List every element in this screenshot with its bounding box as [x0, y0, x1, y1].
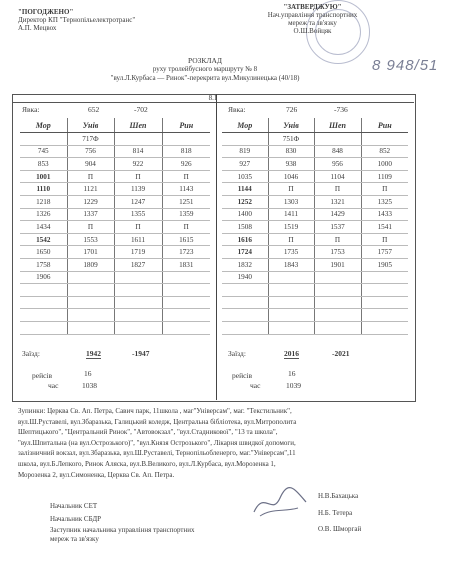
- left-reisiv-value: 16: [84, 368, 92, 378]
- schedule-cell: 1321: [314, 195, 361, 208]
- right-yavka-start: 726: [286, 105, 298, 114]
- empty-cell: [222, 321, 268, 334]
- schedule-cell: 926: [162, 158, 210, 171]
- schedule-cell: 848: [314, 145, 361, 158]
- schedule-cell: 1757: [361, 246, 408, 259]
- right-reisiv-label: рейсів: [232, 370, 253, 380]
- schedule-cell: 1508: [222, 221, 268, 234]
- empty-cell: [67, 309, 114, 322]
- depot-note-row: [20, 133, 210, 146]
- schedule-cell: 1000: [361, 158, 408, 171]
- right-zaizd-label: Заїзд:: [228, 348, 246, 358]
- schedule-cell: 1724: [222, 246, 268, 259]
- blank-row: [20, 321, 210, 334]
- empty-cell: [67, 284, 114, 297]
- schedule-row: [20, 158, 210, 171]
- schedule-cell: 1905: [361, 258, 408, 271]
- empty-cell: [162, 133, 210, 146]
- confirm-block: [255, 3, 370, 35]
- empty-cell: [114, 321, 162, 334]
- column-header: Унів: [67, 118, 114, 133]
- schedule-cell: П: [361, 233, 408, 246]
- left-panel: [20, 104, 210, 405]
- right-summary: [222, 335, 408, 405]
- schedule-cell: 1104: [314, 170, 361, 183]
- column-header: Мор: [222, 118, 268, 133]
- empty-cell: [314, 321, 361, 334]
- schedule-cell: 1843: [268, 258, 314, 271]
- schedule-cell: П: [67, 170, 114, 183]
- right-chas-label: час: [250, 380, 261, 390]
- left-zaizd-label: Заїзд:: [22, 348, 40, 358]
- right-yavka-row: [222, 104, 408, 118]
- empty-cell: [361, 321, 408, 334]
- schedule-row: [222, 183, 408, 196]
- schedule-cell: 1719: [114, 246, 162, 259]
- schedule-row: [222, 271, 408, 284]
- schedule-cell: 1247: [114, 195, 162, 208]
- schedule-row: [20, 195, 210, 208]
- confirm-line-2: мереж та зв'язку: [288, 19, 337, 27]
- schedule-cell: 1553: [67, 233, 114, 246]
- stops-line: Зупинки: Церква Св. Ап. Петра, Савич парк, 11школа , маг"Універсам", маг. "Текстильник",: [18, 407, 292, 415]
- schedule-cell: 1251: [162, 195, 210, 208]
- schedule-cell: П: [361, 183, 408, 196]
- approval-block: [18, 8, 198, 32]
- schedule-cell: 922: [114, 158, 162, 171]
- schedule-cell: 1325: [361, 195, 408, 208]
- schedule-cell: 1411: [268, 208, 314, 221]
- column-header: Шеп: [114, 118, 162, 133]
- schedule-cell: П: [314, 233, 361, 246]
- empty-cell: [20, 321, 67, 334]
- approval-line-1: Директор КП "Тернопільелектротранс": [18, 16, 136, 24]
- schedule-cell: 1326: [20, 208, 67, 221]
- title-line-3: "вул.Л.Курбаса — Ринок"-перекрита вул.Микулинецька (40/18): [110, 74, 300, 82]
- blank-row: [222, 284, 408, 297]
- schedule-cell: 1906: [20, 271, 67, 284]
- schedule-row: [222, 221, 408, 234]
- schedule-cell: 1303: [268, 195, 314, 208]
- schedule-cell: 1337: [67, 208, 114, 221]
- schedule-cell: 927: [222, 158, 268, 171]
- schedule-row: [20, 271, 210, 284]
- schedule-cell: 1359: [162, 208, 210, 221]
- route-header: 8.1: [208, 94, 218, 102]
- schedule-cell: 1001: [20, 170, 67, 183]
- signatory-name: О.В. Шморгай: [318, 525, 362, 533]
- stops-line: школа, вул.Б.Лепкого, Ринок Аляска, вул.В.Великого, вул.Л.Курбаса, вул.Морозенка 1,: [18, 459, 276, 468]
- schedule-cell: 1110: [20, 183, 67, 196]
- left-yavka-row: [20, 104, 210, 118]
- schedule-cell: 938: [268, 158, 314, 171]
- empty-cell: [314, 284, 361, 297]
- schedule-cell: 745: [20, 145, 67, 158]
- schedule-row: [20, 208, 210, 221]
- stops-line: Шептицького", "Центральний Ринок", "Автовокзал", "вул.Стадникової", "13 та школа",: [18, 428, 278, 437]
- empty-cell: [20, 296, 67, 309]
- schedule-cell: 1611: [114, 233, 162, 246]
- blank-row: [222, 321, 408, 334]
- schedule-cell: П: [114, 170, 162, 183]
- schedule-cell: 1701: [67, 246, 114, 259]
- stops-line: "вул.Шпитальна (на вул.Острозького)", "вул.Князя Острозького", Лікарня швидкої допомоги,: [18, 438, 296, 447]
- empty-cell: [361, 284, 408, 297]
- schedule-cell: 956: [314, 158, 361, 171]
- schedule-cell: П: [162, 221, 210, 234]
- empty-cell: [361, 133, 408, 146]
- schedule-row: [20, 221, 210, 234]
- schedule-cell: 1252: [222, 195, 268, 208]
- schedule-cell: 1735: [268, 246, 314, 259]
- schedule-cell: 1400: [222, 208, 268, 221]
- left-zaizd-end: -1947: [132, 348, 150, 358]
- empty-cell: [222, 309, 268, 322]
- signatories-names: [318, 490, 438, 536]
- schedule-cell: 1046: [268, 170, 314, 183]
- schedule-cell: [361, 271, 408, 284]
- schedule-row: [222, 145, 408, 158]
- title-line-2: руху тролейбусного маршруту № 8: [152, 65, 258, 73]
- right-zaizd-end: -2021: [332, 348, 350, 358]
- right-schedule-table: [222, 118, 408, 335]
- schedule-row: [222, 208, 408, 221]
- schedule-cell: 1433: [361, 208, 408, 221]
- signatory-title: Начальник СБДР: [50, 515, 101, 523]
- empty-cell: [67, 321, 114, 334]
- empty-cell: [361, 296, 408, 309]
- schedule-cell: 1429: [314, 208, 361, 221]
- schedule-cell: 818: [162, 145, 210, 158]
- blank-row: [20, 309, 210, 322]
- depot-note: 717Ф: [67, 133, 114, 146]
- left-yavka-label: Явка:: [22, 105, 40, 114]
- panel-divider: [216, 94, 217, 400]
- schedule-cell: П: [268, 183, 314, 196]
- confirm-line-1: Нач.управління транспортних: [267, 11, 358, 19]
- empty-cell: [268, 309, 314, 322]
- column-header: Мор: [20, 118, 67, 133]
- schedule-cell: 1901: [314, 258, 361, 271]
- confirm-heading: "ЗАТВЕРДЖУЮ": [283, 3, 342, 11]
- schedule-cell: 1143: [162, 183, 210, 196]
- schedule-cell: [268, 271, 314, 284]
- schedule-cell: 1541: [361, 221, 408, 234]
- schedule-cell: 1758: [20, 258, 67, 271]
- schedule-cell: 1139: [114, 183, 162, 196]
- schedule-cell: 1035: [222, 170, 268, 183]
- schedule-cell: 1109: [361, 170, 408, 183]
- blank-row: [20, 284, 210, 297]
- schedule-cell: 1831: [162, 258, 210, 271]
- empty-cell: [268, 284, 314, 297]
- schedule-cell: 1542: [20, 233, 67, 246]
- empty-cell: [67, 296, 114, 309]
- column-header: Рин: [162, 118, 210, 133]
- empty-cell: [162, 309, 210, 322]
- schedule-row: [20, 183, 210, 196]
- right-yavka-label: Явка:: [228, 105, 246, 114]
- schedule-cell: П: [162, 170, 210, 183]
- schedule-cell: 1144: [222, 183, 268, 196]
- empty-cell: [314, 296, 361, 309]
- left-yavka-start: 652: [88, 105, 100, 114]
- depot-note-row: [222, 133, 408, 146]
- signature-scrawl: [250, 482, 310, 527]
- schedule-cell: 1940: [222, 271, 268, 284]
- right-panel: [222, 104, 408, 405]
- schedule-cell: [314, 271, 361, 284]
- schedule-cell: 1615: [162, 233, 210, 246]
- schedule-cell: [114, 271, 162, 284]
- schedule-cell: П: [314, 183, 361, 196]
- stops-list: [18, 406, 428, 480]
- empty-cell: [114, 296, 162, 309]
- empty-cell: [222, 296, 268, 309]
- signatories-titles: [50, 500, 250, 544]
- schedule-cell: 1832: [222, 258, 268, 271]
- confirm-line-3: О.Ш.Войцяк: [293, 27, 332, 35]
- schedule-cell: 830: [268, 145, 314, 158]
- empty-cell: [114, 133, 162, 146]
- column-header-row: [20, 118, 210, 133]
- right-zaizd-start: 2016: [284, 348, 299, 358]
- empty-cell: [162, 284, 210, 297]
- empty-cell: [162, 321, 210, 334]
- schedule-row: [20, 145, 210, 158]
- empty-cell: [222, 133, 268, 146]
- timetable-top-band: [12, 94, 414, 103]
- schedule-cell: П: [114, 221, 162, 234]
- left-summary: [20, 335, 210, 405]
- blank-row: [20, 296, 210, 309]
- signatory-name: Н.Б. Тетера: [318, 509, 353, 517]
- empty-cell: [268, 321, 314, 334]
- signatory-title: мереж та зв'язку: [50, 535, 99, 543]
- depot-note: 751Ф: [268, 133, 314, 146]
- empty-cell: [114, 309, 162, 322]
- schedule-cell: 1650: [20, 246, 67, 259]
- schedule-cell: 1616: [222, 233, 268, 246]
- schedule-cell: [162, 271, 210, 284]
- blank-row: [222, 296, 408, 309]
- schedule-cell: 852: [361, 145, 408, 158]
- empty-cell: [314, 309, 361, 322]
- right-chas-value: 1039: [286, 380, 301, 390]
- column-header: Шеп: [314, 118, 361, 133]
- schedule-cell: 1519: [268, 221, 314, 234]
- left-yavka-end: -702: [134, 105, 148, 114]
- empty-cell: [222, 284, 268, 297]
- approval-heading: "ПОГОДЖЕНО": [18, 8, 74, 16]
- schedule-cell: 756: [67, 145, 114, 158]
- schedule-cell: П: [268, 233, 314, 246]
- schedule-cell: 1434: [20, 221, 67, 234]
- approval-line-2: А.П. Мецвох: [18, 24, 57, 32]
- schedule-cell: 1229: [67, 195, 114, 208]
- left-chas-label: час: [48, 380, 59, 390]
- handwritten-number: 8 948/51: [372, 57, 439, 74]
- right-yavka-end: -736: [334, 105, 348, 114]
- stops-line: Морозенка 2, вул.Симоненка, Церква Св. Ап. Петра.: [18, 470, 175, 479]
- schedule-cell: П: [67, 221, 114, 234]
- schedule-row: [222, 258, 408, 271]
- stops-line: залізничний вокзал, вул.Збаразька, вул.Ш.Руставелі, Тернопільобленерго, маг."Універсам",11: [18, 449, 296, 458]
- schedule-cell: 1537: [314, 221, 361, 234]
- schedule-row: [222, 158, 408, 171]
- title-line-1: РОЗКЛАД: [187, 56, 223, 65]
- right-reisiv-value: 16: [288, 368, 296, 378]
- schedule-row: [222, 246, 408, 259]
- schedule-cell: 1355: [114, 208, 162, 221]
- left-schedule-table: [20, 118, 210, 335]
- schedule-row: [20, 246, 210, 259]
- schedule-cell: 1827: [114, 258, 162, 271]
- schedule-cell: 814: [114, 145, 162, 158]
- signatory-title: Начальник СЕТ: [50, 502, 98, 510]
- schedule-row: [20, 258, 210, 271]
- schedule-cell: 1121: [67, 183, 114, 196]
- left-zaizd-start: 1942: [86, 348, 101, 358]
- left-reisiv-label: рейсів: [32, 370, 53, 380]
- document-title: [60, 56, 350, 83]
- empty-cell: [20, 284, 67, 297]
- signatory-title: Заступник начальника управління транспортних: [50, 526, 195, 534]
- schedule-row: [222, 170, 408, 183]
- schedule-cell: 1809: [67, 258, 114, 271]
- left-chas-value: 1038: [82, 380, 97, 390]
- empty-cell: [268, 296, 314, 309]
- empty-cell: [361, 309, 408, 322]
- blank-row: [222, 309, 408, 322]
- empty-cell: [20, 309, 67, 322]
- column-header: Унів: [268, 118, 314, 133]
- schedule-cell: 1753: [314, 246, 361, 259]
- column-header: Рин: [361, 118, 408, 133]
- schedule-cell: [67, 271, 114, 284]
- empty-cell: [114, 284, 162, 297]
- empty-cell: [314, 133, 361, 146]
- schedule-row: [222, 233, 408, 246]
- schedule-cell: 1723: [162, 246, 210, 259]
- schedule-row: [222, 195, 408, 208]
- column-header-row: [222, 118, 408, 133]
- schedule-cell: 904: [67, 158, 114, 171]
- schedule-cell: 853: [20, 158, 67, 171]
- empty-cell: [162, 296, 210, 309]
- schedule-row: [20, 170, 210, 183]
- schedule-cell: 819: [222, 145, 268, 158]
- schedule-cell: 1218: [20, 195, 67, 208]
- empty-cell: [20, 133, 67, 146]
- stops-line: вул.Ш.Руставелі, вул.Збаразька, Галицький коледж, Центральна бібліотека, вул.Митрополита: [18, 417, 297, 426]
- schedule-row: [20, 233, 210, 246]
- signatory-name: Н.В.Бахацька: [318, 492, 359, 500]
